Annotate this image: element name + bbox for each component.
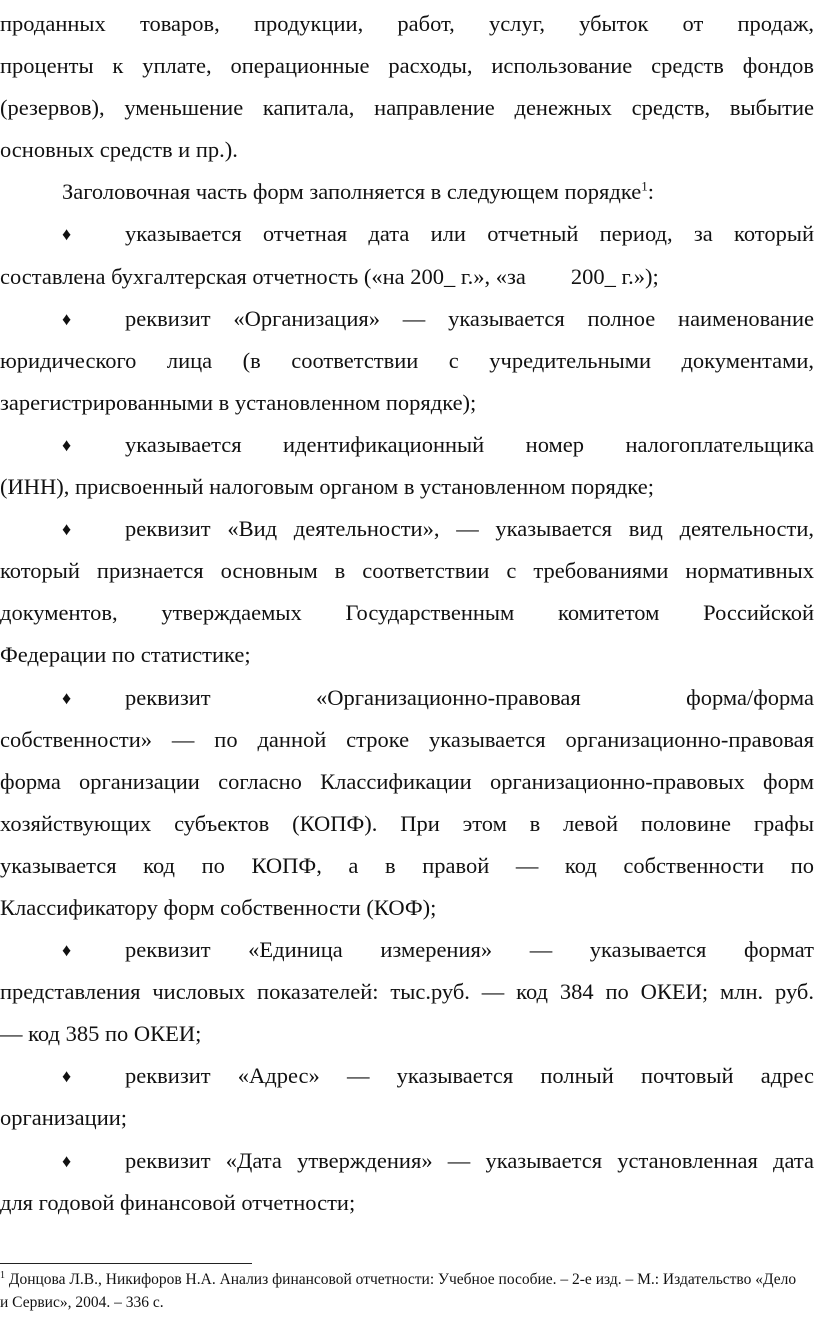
diamond-bullet-icon: ♦ [62,1066,72,1087]
bullet-line [0,298,814,340]
diamond-bullet-icon: ♦ [62,940,72,961]
text: реквизит «Дата утверждения» — указывается установленная дата [125,1147,814,1173]
paragraph-heading-line [0,171,814,213]
diamond-bullet-icon: ♦ [62,434,72,455]
diamond-bullet-icon: ♦ [62,1150,72,1171]
bullet-line [0,1055,814,1097]
text-line: форма организации согласно Классификации организационно-правовых форм [0,768,814,794]
document-body [0,3,814,1224]
text-line: указывается код по КОПФ, а в правой — код собственности по [0,852,814,878]
footnote-text: Донцова Л.В., Никифоров Н.А. Анализ финансовой отчетности: Учебное пособие. – 2-е изд. – М.: Издательство «Дело и Сервис», 2004. – 336 с. [0,1271,797,1311]
text: реквизит «Организационно-правовая форма/форма [125,684,814,710]
bullet-line [0,213,814,255]
text-line: — код 385 по ОКЕИ; [0,1021,202,1047]
text: реквизит «Адрес» — указывается полный почтовый адрес [125,1063,814,1089]
diamond-bullet-icon: ♦ [62,308,72,329]
footnote-mark: 1 [0,1269,5,1281]
footnote [0,1268,800,1314]
text: реквизит «Организация» — указывается полное наименование [125,305,814,331]
text-line: зарегистрированными в установленном порядке); [0,389,477,415]
text-line: хозяйствующих субъектов (КОПФ). При этом в левой половине графы [0,810,814,836]
diamond-bullet-icon: ♦ [62,687,72,708]
footnote-separator [0,1263,252,1264]
bullet-line [0,677,814,719]
footnote-reference[interactable]: 1 [641,178,648,194]
text: реквизит «Вид деятельности», — указывается вид деятельности, [125,516,814,542]
text-line: Классификатору форм собственности (КОФ); [0,894,437,920]
text-line: проценты к уплате, операционные расходы, использование средств фондов [0,53,814,79]
colon: : [647,179,654,205]
text-line: проданных товаров, продукции, работ, услуг, убыток от продаж, [0,11,814,36]
text-line: документов, утверждаемых Государственным комитетом Российской [0,600,814,626]
text-line: который признается основным в соответствии с требованиями нормативных [0,558,814,584]
text-line: (ИНН), присвоенный налоговым органом в установленном порядке; [0,474,654,500]
text: реквизит «Единица измерения» — указывается формат [125,937,814,963]
text-line: представления числовых показателей: тыс.руб. — код 384 по ОКЕИ; млн. руб. [0,979,814,1005]
text: Заголовочная часть форм заполняется в следующем порядке [62,179,642,205]
text-line: для годовой финансовой отчетности; [0,1189,356,1215]
text-line: юридического лица (в соответствии с учредительными документами, [0,347,814,373]
text: составлена бухгалтерская отчетность («на 200_ г.», «за [0,263,526,289]
text-line: организации; [0,1105,128,1131]
diamond-bullet-icon: ♦ [62,519,72,540]
bullet-line [0,1140,814,1182]
text-line: (резервов), уменьшение капитала, направление денежных средств, выбытие [0,95,814,121]
bullet-line [0,424,814,466]
text: 200_ г.»); [570,263,659,289]
bullet-line [0,929,814,971]
text: указывается идентификационный номер налогоплательщика [125,431,814,457]
diamond-bullet-icon: ♦ [62,224,72,245]
text-line: собственности» — по данной строке указывается организационно-правовая [0,726,814,752]
text: указывается отчетная дата или отчетный период, за который [125,221,814,247]
bullet-line [0,508,814,550]
text-line [0,256,814,298]
text-line: основных средств и пр.). [0,137,238,163]
text-line: Федерации по статистике; [0,642,251,668]
